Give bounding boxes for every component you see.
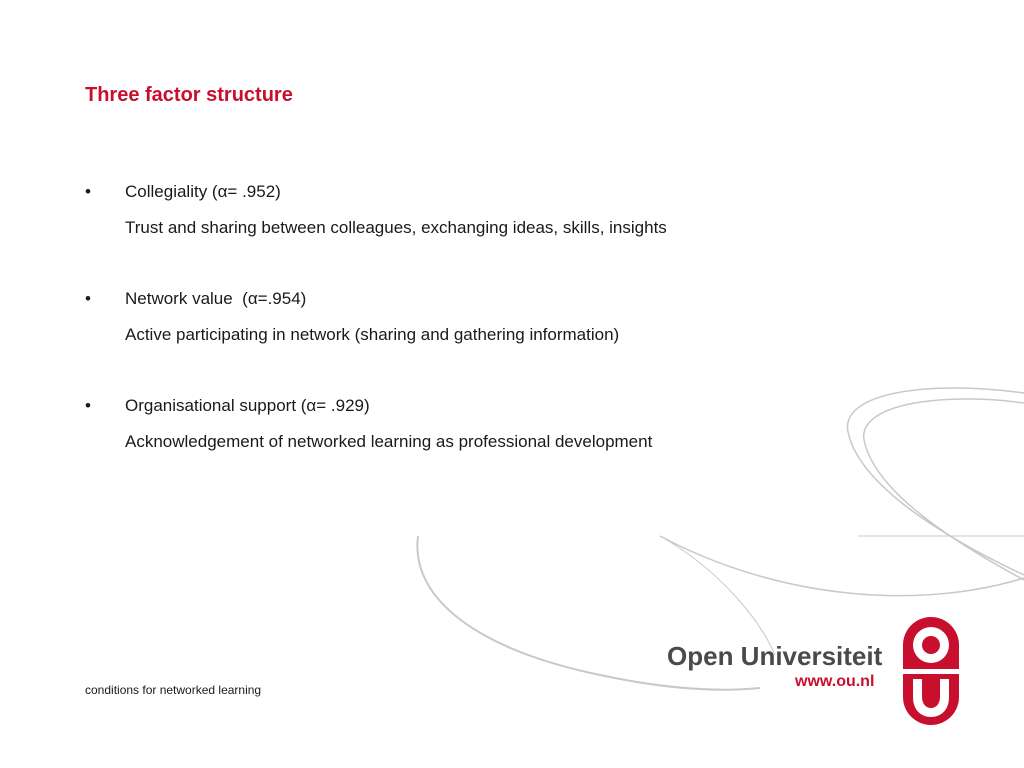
logo-url: www.ou.nl [795,673,875,690]
bullet-description: Acknowledgement of networked learning as professional development [125,432,653,451]
bullet-heading: Collegiality (α= .952) [125,182,281,201]
bullet-marker: • [85,289,91,308]
logo-wordmark: Open Universiteit [667,641,883,671]
bullet-item [85,285,845,392]
bullet-marker: • [85,182,91,201]
bullet-item [85,178,845,285]
bullet-description: Active participating in network (sharing and gathering information) [125,325,620,344]
slide-title: Three factor structure [85,84,293,106]
bullet-heading: Network value (α=.954) [125,289,307,308]
bullet-description: Trust and sharing between colleagues, exchanging ideas, skills, insights [125,218,667,237]
bullet-list [85,178,845,499]
bullet-item [85,392,845,499]
bullet-marker: • [85,396,91,415]
bullet-heading: Organisational support (α= .929) [125,396,370,415]
slide-footer: conditions for networked learning [85,683,262,697]
ou-logo-icon [900,615,962,727]
